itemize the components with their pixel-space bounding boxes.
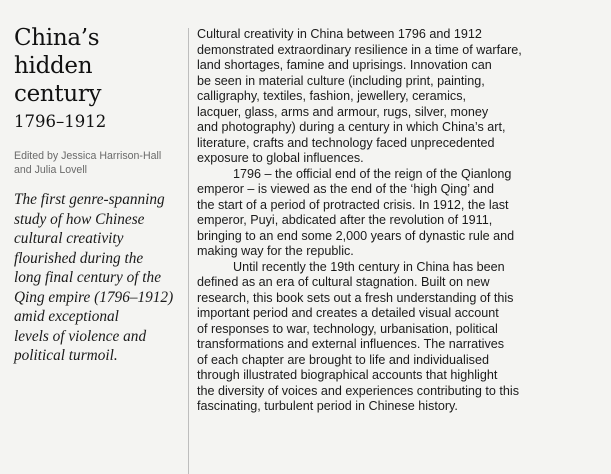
book-info-column: [14, 24, 182, 366]
description-line: the diversity of voices and experiences contributing to this: [197, 383, 520, 398]
description-line: defined as an era of cultural stagnation. Built on new: [197, 275, 490, 289]
description-line: emperor – is viewed as the end of the ‘high Qing’ and: [197, 182, 495, 196]
description-line: land shortages, famine and uprisings. Innovation can: [197, 58, 492, 72]
tagline-line: The first genre-spanning: [14, 191, 165, 208]
description-line: lacquer, glass, arms and armour, rugs, silver, money: [197, 104, 489, 119]
editors-line-2: and Julia Lovell: [14, 164, 88, 176]
description-paragraph-2: [197, 167, 602, 260]
description-line: of responses to war, technology, urbanisation, political: [197, 321, 498, 336]
tagline-line: cultural creativity: [14, 230, 124, 247]
book-tagline: [14, 190, 182, 366]
description-line: Until recently the 19th century in China has been: [233, 259, 505, 274]
description-line: and photography) during a century in which China’s art,: [197, 120, 506, 134]
tagline-line: flourished during the: [14, 249, 144, 267]
tagline-line: study of how Chinese: [14, 210, 145, 228]
tagline-line: political turmoil.: [14, 347, 118, 364]
description-line: research, this book sets out a fresh understanding of this: [197, 290, 514, 305]
description-paragraph-1: [197, 27, 602, 167]
book-editors: [14, 149, 182, 177]
description-line: through illustrated biographical accounts that highlight: [197, 368, 498, 382]
editors-line-1: Edited by Jessica Harrison-Hall: [14, 150, 162, 162]
description-line: of each chapter are brought to life and individualised: [197, 352, 489, 367]
description-line: bringing to an end some 2,000 years of dynastic rule and: [197, 228, 515, 243]
description-line: Cultural creativity in China between 1796 and 1912: [197, 27, 482, 41]
description-line: the start of a period of protracted crisis. In 1912, the last: [197, 197, 509, 212]
description-line: be seen in material culture (including print, painting,: [197, 73, 485, 88]
description-line: emperor, Puyi, abdicated after the revolution of 1911,: [197, 213, 493, 227]
book-title-line-1: China’s hidden: [14, 25, 100, 79]
column-divider: [188, 28, 189, 474]
description-line: important period and creates a detailed visual account: [197, 306, 499, 320]
description-line: 1796 – the official end of the reign of the Qianlong: [233, 166, 512, 181]
tagline-line: amid exceptional: [14, 308, 119, 325]
description-line: exposure to global influences.: [197, 151, 364, 165]
book-title-line-2: century: [14, 81, 102, 107]
description-line: transformations and external influences. The narratives: [197, 337, 505, 351]
book-title: [14, 24, 182, 108]
description-paragraph-3: [197, 260, 602, 415]
tagline-line: levels of violence and: [14, 327, 147, 345]
tagline-line: Qing empire (1796–1912): [14, 288, 174, 306]
book-years: 1796–1912: [14, 112, 107, 131]
description-line: making way for the republic.: [197, 244, 354, 258]
description-line: literature, crafts and technology faced unprecedented: [197, 135, 495, 150]
tagline-line: long final century of the: [14, 269, 161, 286]
description-line: fascinating, turbulent period in Chinese history.: [197, 399, 458, 413]
book-description-column: [197, 27, 602, 415]
description-line: demonstrated extraordinary resilience in a time of warfare,: [197, 42, 522, 57]
description-line: calligraphy, textiles, fashion, jewellery, ceramics,: [197, 89, 466, 103]
